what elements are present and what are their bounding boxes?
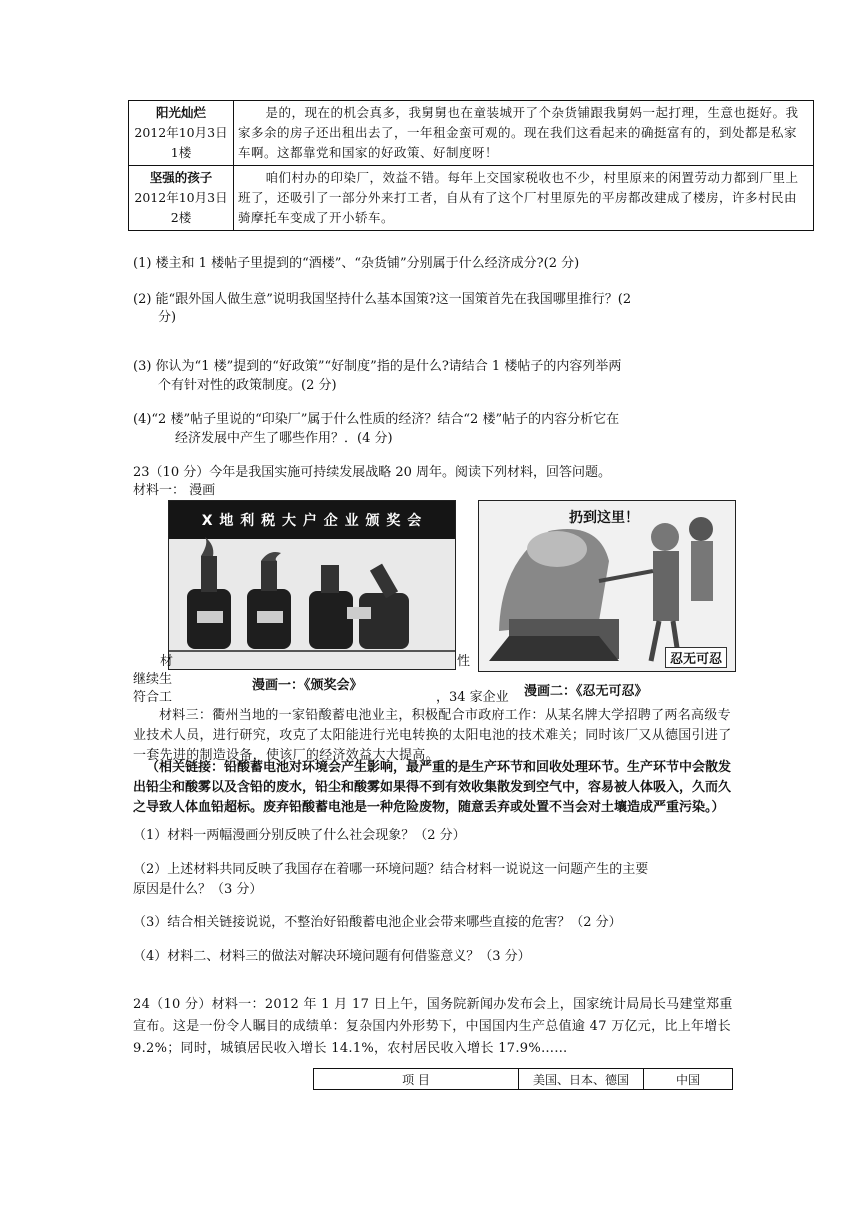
- material2-fragment: 性: [457, 654, 471, 669]
- material2-fragment: ，34 家企业: [436, 690, 509, 705]
- q23-2-cont: 原因是什么？（3 分）: [133, 882, 263, 897]
- table-header-china: 中国: [644, 1069, 733, 1090]
- forum-post-text: 咱们村办的印染厂，效益不错。每年上交国家税收也不少，村里原来的闲置劳动力都到厂里上班了，还吸引了一部分外来打工者，自从有了这个厂村里原先的平房都改建成了楼房，许多村民由骑摩托车变成了开小轿车。: [234, 166, 814, 231]
- forum-author-cell: [129, 101, 234, 166]
- q23-material1-label: 材料一： 漫画: [133, 483, 216, 498]
- material2-fragment: 材: [160, 654, 174, 669]
- forum-post-text: 是的，现在的机会真多，我舅舅也在童装城开了个杂货铺跟我舅妈一起打理，生意也挺好。我家多余的房子还出租出去了，一年租金蛮可观的。现在我们这看起来的确挺富有的，到处都是私家车啊。这都靠党和国家的好政策、好制度呀！: [234, 101, 814, 166]
- table-header-countries: 美国、日本、德国: [519, 1069, 644, 1090]
- q22-3-cont: 个有针对性的政策制度。(2 分): [158, 378, 337, 393]
- forum-post-date: 2012年10月3日: [134, 125, 228, 140]
- cartoon2-speech: 扔到这里！: [569, 510, 639, 526]
- forum-author-name: 阳光灿烂: [155, 105, 206, 120]
- q23-header: 23（10 分）今年是我国实施可持续发展战略 20 周年。阅读下列材料，回答问题。: [133, 465, 612, 480]
- forum-row: [129, 166, 814, 231]
- forum-row: [129, 101, 814, 166]
- cartoon2-caption: 漫画二：《忍无可忍》: [524, 684, 648, 699]
- cartoon1-figures: [169, 501, 455, 669]
- material2-fragment: 继续生: [133, 672, 173, 687]
- cartoon-unbearable: [478, 500, 736, 672]
- q22-2-cont: 分): [158, 310, 177, 325]
- cartoon2-sign: 忍无可忍: [665, 647, 727, 668]
- comparison-header-row: [314, 1069, 733, 1090]
- material3-text: 材料三：衢州当地的一家铅酸蓄电池业主，积极配合市政府工作：从某名牌大学招聘了两名高级专业技术人员，进行研究，攻克了太阳能进行光电转换的太阳电池的技术难关；同时该厂又从德国引进了一套先进的制造设备，使该厂的经济效益大大提高。: [133, 708, 732, 763]
- cartoon1-title: X 地 利 税 大 户 企 业 颁 奖 会: [201, 513, 423, 529]
- forum-floor: 2楼: [170, 210, 192, 225]
- related-link-text: （相关链接：铅酸蓄电池对环境会产生影响，最严重的是生产环节和回收处理环节。生产环节中会散发出铅尘和酸雾以及含铅的废水，铅尘和酸雾如果得不到有效收集散发到空气中，容易被人体吸入，久而久之导致人体血铅超标。废弃铅酸蓄电池是一种危险废物，随意丢弃或处置不当会对土壤造成严重污染。）: [133, 760, 732, 815]
- q22-3: (3) 你认为“1 楼”提到的“好政策”“好制度”指的是什么?请结合 1 楼帖子的内容列举两: [133, 359, 622, 374]
- cartoon1-caption: 漫画一：《颁奖会》: [252, 678, 363, 693]
- q22-2: (2) 能“跟外国人做生意”说明我国坚持什么基本国策?这一国策首先在我国哪里推行？(2: [133, 292, 632, 307]
- comparison-table: [313, 1068, 733, 1090]
- q22-4: (4)“2 楼”帖子里说的“印染厂”属于什么性质的经济？结合“2 楼”帖子的内容分析它在: [133, 412, 620, 427]
- forum-author-cell: [129, 166, 234, 231]
- q23-2: （2）上述材料共同反映了我国存在着哪一环境问题？结合材料一说说这一问题产生的主要: [133, 862, 649, 877]
- q24-material1: 24（10 分）材料一：2012 年 1 月 17 日上午，国务院新闻办发布会上，国家统计局局长马建堂郑重宣布。这是一份令人瞩目的成绩单：复杂国内外形势下，中国国内生产总值逾 47 万亿元，比上年增长 9.2%；同时，城镇居民收入增长 14.1%，农村居民收入增长 17.9%……: [133, 997, 733, 1056]
- q22-4-cont: 经济发展中产生了哪些作用？．(4 分): [175, 431, 393, 446]
- q23-3: （3）结合相关链接说说，不整治好铅酸蓄电池企业会带来哪些直接的危害？（2 分）: [133, 915, 622, 930]
- forum-author-name: 坚强的孩子: [149, 170, 213, 185]
- q22-1: (1) 楼主和 1 楼帖子里提到的“酒楼”、“杂货铺”分别属于什么经济成分?(2 分): [133, 256, 580, 271]
- material2-fragment: 符合工: [133, 690, 173, 705]
- table-header-item: 项 目: [314, 1069, 519, 1090]
- q23-4: （4）材料二、材料三的做法对解决环境问题有何借鉴意义？（3 分）: [133, 949, 531, 964]
- forum-post-date: 2012年10月3日: [134, 190, 228, 205]
- forum-floor: 1楼: [170, 145, 192, 160]
- cartoon-award-ceremony: [168, 500, 456, 670]
- forum-table: [128, 100, 814, 231]
- q23-1: （1）材料一两幅漫画分别反映了什么社会现象？（2 分）: [133, 828, 466, 843]
